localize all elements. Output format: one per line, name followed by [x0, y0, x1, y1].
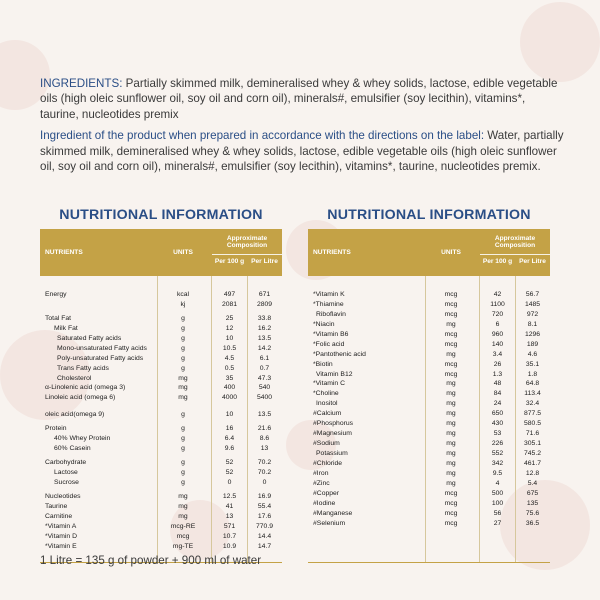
unit-cell: mcg: [176, 532, 190, 540]
table-header: [40, 229, 282, 276]
unit-cell: g: [181, 445, 185, 453]
per-litre-value: 71.6: [525, 430, 540, 438]
table-row: [40, 374, 282, 384]
per-litre-value: 745.2: [523, 450, 541, 457]
nutrient-name: Poly-unsaturated Fatty acids: [57, 354, 144, 362]
unit-cell: mcg-RE: [170, 522, 196, 530]
per-litre-value: 75.6: [525, 509, 540, 517]
nutrient-name: Potassium: [316, 450, 348, 457]
table-row: [40, 502, 282, 512]
per-litre-value: 14.2: [257, 344, 272, 352]
nutrient-name: Carbohydrate: [45, 459, 87, 467]
nutrients-column-header: NUTRIENTS: [45, 249, 83, 256]
nutrient-name: Nucleotides: [45, 492, 81, 500]
per-litre-value: 35.1: [525, 360, 540, 368]
nutrient-name: Sucrose: [54, 479, 79, 486]
composition-subheaders: [480, 254, 550, 265]
table-row: [308, 459, 550, 469]
nutrient-name: Saturated Fatty acids: [57, 334, 122, 342]
table-rows: [308, 290, 550, 529]
per-100g-value: 140: [491, 340, 504, 348]
table-row: [308, 429, 550, 439]
per-litre-value: 47.3: [257, 374, 272, 382]
nutrient-name: Lactose: [54, 469, 78, 477]
per-litre-value: 2809: [256, 300, 273, 308]
table-row: [308, 499, 550, 509]
unit-cell: mg: [446, 479, 456, 487]
ingredients-paragraph: [40, 76, 565, 122]
table-row: [40, 324, 282, 334]
nutrition-table-title: NUTRITIONAL INFORMATION: [59, 207, 263, 223]
per-litre-value: 12.8: [525, 469, 540, 477]
table-row: [40, 354, 282, 364]
nutrient-name: #Selenium: [313, 519, 346, 527]
nutrient-name: *Vitamin D: [45, 532, 77, 540]
unit-cell: mcg: [444, 370, 458, 378]
per-litre-header: Per Litre: [519, 258, 546, 265]
unit-cell: mg: [446, 350, 456, 358]
per-100g-value: 26: [493, 360, 502, 368]
unit-cell: mcg: [444, 509, 458, 517]
per-litre-value: 13.5: [257, 411, 272, 419]
nutrient-name: Mono-unsaturated Fatty acids: [57, 344, 147, 352]
per-100g-value: 41: [225, 502, 234, 510]
per-litre-value: 55.4: [257, 502, 272, 510]
nutrient-name: *Vitamin E: [45, 542, 77, 550]
unit-cell: mcg: [444, 519, 458, 527]
table-row: [308, 320, 550, 330]
per-litre-value: 32.4: [525, 400, 540, 408]
table-row: [308, 389, 550, 399]
per-litre-value: 16.9: [257, 492, 272, 500]
per-litre-value: 8.1: [527, 320, 538, 328]
table-rows: [40, 290, 282, 552]
table-row: [40, 290, 282, 300]
unit-cell: mcg: [444, 310, 458, 318]
per-litre-value: 1485: [524, 300, 541, 308]
per-100g-value: 10: [225, 411, 234, 419]
composition-column-header: Approximate Composition: [494, 235, 536, 250]
per-litre-value: 14.4: [257, 532, 272, 540]
per-litre-value: 13.5: [257, 334, 272, 342]
nutrient-name: #Sodium: [313, 440, 340, 448]
per-100g-value: 52: [225, 469, 234, 477]
per-100g-value: 0.5: [224, 364, 235, 372]
per-litre-value: 305.1: [523, 440, 541, 448]
unit-cell: mcg: [444, 360, 458, 368]
per-100g-value: 10.7: [222, 532, 237, 540]
prepared-ingredients-paragraph: [40, 128, 565, 174]
nutrient-name: Protein: [45, 425, 67, 433]
ingredients-block: [40, 76, 565, 180]
per-litre-value: 113.4: [524, 390, 541, 398]
prepared-ingredients-label: Ingredient of the product when prepared in accordance with the directions on the label:: [40, 129, 485, 143]
unit-cell: mg: [446, 459, 456, 467]
per-litre-value: 8.6: [259, 435, 270, 443]
unit-cell: g: [181, 334, 185, 342]
nutrient-name: 40% Whey Protein: [54, 435, 111, 443]
per-100g-value: 56: [493, 509, 502, 517]
table-row: [40, 512, 282, 522]
per-litre-value: 5.4: [527, 479, 538, 487]
unit-cell: mcg: [444, 300, 458, 308]
unit-cell: g: [181, 344, 185, 352]
unit-cell: mcg: [444, 330, 458, 338]
table-row: [308, 290, 550, 300]
per-100g-value: 2081: [221, 300, 238, 308]
unit-cell: g: [181, 435, 185, 443]
composition-subheaders: [212, 254, 282, 265]
nutrient-name: 60% Casein: [54, 445, 91, 453]
nutrient-name: #Chloride: [313, 459, 343, 467]
nutrient-name: Vitamin B12: [316, 370, 353, 378]
per-litre-value: 21.6: [257, 425, 272, 433]
per-100g-value: 4: [495, 479, 500, 487]
unit-cell: mg: [446, 410, 456, 418]
nutrition-table-left: [40, 203, 282, 563]
table-row: [40, 364, 282, 374]
unit-cell: mg-TE: [172, 542, 194, 550]
nutrient-name: #Iron: [313, 469, 329, 477]
per-litre-value: 56.7: [525, 291, 540, 298]
nutrient-name: *Choline: [313, 390, 339, 398]
table-row: [308, 300, 550, 310]
unit-cell: g: [181, 425, 185, 433]
per-litre-value: 675: [526, 489, 539, 497]
per-100g-value: 27: [493, 519, 502, 527]
table-row: [40, 444, 282, 454]
table-row: [308, 379, 550, 389]
unit-cell: mcg: [444, 340, 458, 348]
nutrient-name: *Thiamine: [313, 300, 344, 308]
table-row: [40, 532, 282, 542]
table-row: [308, 409, 550, 419]
units-column-header: UNITS: [173, 249, 193, 256]
unit-cell: mg: [178, 384, 188, 392]
nutrient-name: Taurine: [45, 502, 68, 510]
per-100g-value: 100: [491, 499, 504, 507]
unit-cell: mg: [446, 320, 456, 328]
nutrient-name: #Zinc: [313, 479, 330, 487]
per-litre-value: 0.7: [259, 364, 270, 372]
per-litre-value: 770.9: [255, 522, 273, 530]
nutrient-name: *Vitamin B6: [313, 330, 349, 338]
table-row: [40, 458, 282, 468]
table-row: [308, 469, 550, 479]
ingredients-label: INGREDIENTS:: [40, 77, 123, 90]
ingredients-text: Partially skimmed milk, demineralised whey & whey solids, lactose, edible vegetable oils (high oleic sunflower oil, soy oil and corn oil), minerals#, emulsifier (soy lecithin), vitamins*, taurine, nucleotides premix: [40, 77, 558, 121]
per-litre-value: 972: [526, 310, 539, 318]
per-100g-value: 10: [225, 334, 234, 342]
per-litre-value: 6.1: [259, 354, 270, 362]
table-row: [40, 334, 282, 344]
per-litre-header: Per Litre: [251, 258, 278, 265]
per-litre-value: 135: [526, 499, 539, 507]
per-100g-value: 12.5: [222, 492, 237, 500]
unit-cell: mg: [446, 450, 456, 457]
table-row: [40, 478, 282, 488]
nutrient-name: *Vitamin C: [313, 380, 345, 388]
table-row: [40, 300, 282, 310]
unit-cell: g: [181, 469, 185, 477]
per-litre-value: 70.2: [257, 469, 272, 477]
per-litre-value: 1296: [524, 330, 541, 338]
per-100g-value: 24: [493, 400, 502, 408]
per-litre-value: 14.7: [257, 542, 272, 550]
table-row: [308, 370, 550, 380]
per-litre-value: 13: [260, 445, 269, 453]
unit-cell: kj: [180, 300, 186, 308]
nutrient-name: Carnitine: [45, 512, 73, 520]
per-100g-value: 16: [225, 425, 234, 433]
per-100g-value: 52: [225, 459, 234, 467]
per-100g-value: 9.6: [224, 445, 235, 453]
per-litre-value: 5400: [256, 394, 273, 402]
per-100g-value: 13: [225, 512, 234, 520]
nutrient-name: Trans Fatty acids: [57, 364, 109, 372]
per-litre-value: 64.8: [525, 380, 540, 388]
nutrient-name: Milk Fat: [54, 324, 78, 332]
per-litre-value: 33.8: [257, 314, 272, 322]
per-100g-value: 53: [493, 430, 502, 438]
per-100g-value: 42: [493, 291, 502, 298]
per-100g-value: 25: [225, 314, 234, 322]
unit-cell: g: [181, 354, 185, 362]
per-100g-value: 960: [491, 330, 504, 338]
nutrient-name: Inositol: [316, 400, 338, 408]
table-row: [40, 492, 282, 502]
per-100g-value: 12: [225, 324, 234, 332]
nutrient-name: *Biotin: [313, 360, 333, 368]
table-body: [308, 276, 550, 563]
per-100g-value: 497: [223, 291, 236, 298]
table-row: [308, 509, 550, 519]
unit-cell: mg: [446, 440, 456, 448]
per-100g-value: 3.4: [492, 350, 503, 358]
per-litre-value: 540: [258, 384, 271, 392]
nutrient-name: #Phosphorus: [313, 420, 354, 428]
nutrition-table-title: NUTRITIONAL INFORMATION: [327, 207, 531, 223]
nutrient-name: Linoleic acid (omega 6): [45, 394, 116, 402]
per-litre-value: 189: [526, 340, 539, 348]
unit-cell: mg: [178, 502, 188, 510]
per-100g-value: 1100: [490, 300, 505, 308]
nutrient-name: *Pantothenic acid: [313, 350, 366, 358]
unit-cell: g: [181, 459, 185, 467]
table-row: [308, 330, 550, 340]
per-100g-value: 400: [223, 384, 236, 392]
per-100g-value: 226: [491, 440, 504, 448]
per-litre-value: 4.6: [527, 350, 538, 358]
nutrient-name: Riboflavin: [316, 310, 346, 318]
per-100g-value: 84: [493, 390, 502, 398]
per-100g-value: 720: [491, 310, 504, 318]
per-100g-value: 9.5: [492, 469, 503, 477]
table-row: [40, 424, 282, 434]
per-100g-value: 35: [225, 374, 234, 382]
nutrient-name: #Iodine: [313, 499, 336, 507]
per-100g-value: 6: [495, 320, 500, 328]
nutrients-column-header: NUTRIENTS: [313, 249, 351, 256]
background-dot: [520, 2, 600, 82]
table-row: [308, 519, 550, 529]
table-row: [40, 522, 282, 532]
per-litre-value: 461.7: [523, 459, 541, 467]
per-litre-value: 877.5: [523, 410, 541, 418]
table-row: [308, 479, 550, 489]
table-row: [40, 542, 282, 552]
per-100g-header: Per 100 g: [482, 258, 513, 265]
per-litre-value: 36.5: [525, 519, 540, 527]
table-row: [308, 340, 550, 350]
composition-column-header: Approximate Composition: [226, 235, 268, 250]
table-row: [308, 449, 550, 459]
per-100g-value: 430: [491, 420, 504, 428]
nutrient-name: Total Fat: [45, 314, 72, 322]
per-100g-value: 1.3: [492, 370, 503, 378]
per-100g-value: 10.9: [222, 542, 237, 550]
table-row: [308, 310, 550, 320]
table-row: [308, 489, 550, 499]
per-litre-value: 17.6: [257, 512, 272, 520]
table-row: [40, 314, 282, 324]
table-row: [308, 439, 550, 449]
table-row: [308, 399, 550, 409]
unit-cell: mg: [446, 380, 456, 388]
per-litre-value: 16.2: [257, 324, 272, 332]
per-100g-value: 500: [491, 489, 504, 497]
nutrient-name: oleic acid(omega 9): [45, 411, 105, 419]
nutrient-name: Cholesterol: [57, 374, 92, 382]
per-litre-value: 70.2: [257, 459, 272, 467]
table-row: [308, 360, 550, 370]
unit-cell: mg: [178, 374, 188, 382]
unit-cell: g: [181, 411, 185, 419]
nutrient-name: #Calcium: [313, 410, 342, 418]
table-header: [308, 229, 550, 276]
unit-cell: g: [181, 314, 185, 322]
unit-cell: g: [181, 324, 185, 332]
table-row: [40, 434, 282, 444]
nutrient-name: α-Linolenic acid (omega 3): [45, 384, 126, 392]
per-litre-value: 580.5: [523, 420, 541, 428]
per-100g-value: 10.5: [222, 344, 237, 352]
unit-cell: g: [181, 364, 185, 372]
table-row: [40, 410, 282, 420]
per-litre-value: 0: [262, 479, 267, 486]
per-100g-value: 342: [491, 459, 504, 467]
nutrient-name: *Folic acid: [313, 340, 345, 348]
per-100g-header: Per 100 g: [214, 258, 245, 265]
unit-cell: mg: [178, 492, 188, 500]
unit-cell: mg: [446, 400, 456, 408]
unit-cell: mcg: [444, 499, 458, 507]
nutrient-name: #Magnesium: [313, 430, 352, 438]
per-100g-value: 4.5: [224, 354, 235, 362]
per-100g-value: 4000: [221, 394, 238, 402]
table-row: [40, 468, 282, 478]
per-litre-value: 1.8: [527, 370, 538, 378]
table-row: [40, 344, 282, 354]
unit-cell: mcg: [444, 291, 458, 298]
per-100g-value: 552: [491, 450, 504, 457]
nutrition-table-right: [308, 203, 550, 563]
nutrient-name: *Vitamin K: [313, 291, 345, 298]
unit-cell: mg: [446, 390, 456, 398]
table-row: [308, 350, 550, 360]
table-row: [40, 393, 282, 410]
per-100g-value: 0: [227, 479, 232, 486]
per-100g-value: 571: [223, 522, 236, 530]
per-100g-value: 6.4: [224, 435, 235, 443]
table-body: [40, 276, 282, 563]
reconstitution-note: 1 Litre = 135 g of powder + 900 ml of water: [40, 554, 262, 567]
nutrient-name: *Vitamin A: [45, 522, 77, 530]
unit-cell: mg: [178, 512, 188, 520]
per-100g-value: 650: [491, 410, 504, 418]
unit-cell: g: [181, 479, 185, 486]
per-100g-value: 48: [493, 380, 502, 388]
units-column-header: UNITS: [441, 249, 461, 256]
nutrient-name: *Niacin: [313, 320, 335, 328]
prepared-ingredients-text: Water, partially skimmed milk, demineralised whey & whey solids, lactose, edible vegetable oils (high oleic sunflower oil, soy oil and corn oil), minerals#, emulsifier (soy lecithin), vitamins*, taurine, nucleotides premix.: [40, 129, 564, 174]
unit-cell: mg: [178, 394, 188, 402]
nutrient-name: Energy: [45, 291, 67, 298]
unit-cell: kcal: [176, 291, 190, 298]
unit-cell: mg: [446, 430, 456, 438]
unit-cell: mg: [446, 420, 456, 428]
table-row: [40, 383, 282, 393]
nutrient-name: #Copper: [313, 489, 340, 497]
per-litre-value: 671: [258, 291, 271, 298]
nutrient-name: #Manganese: [313, 509, 353, 517]
table-row: [308, 419, 550, 429]
unit-cell: mg: [446, 469, 456, 477]
unit-cell: mcg: [444, 489, 458, 497]
